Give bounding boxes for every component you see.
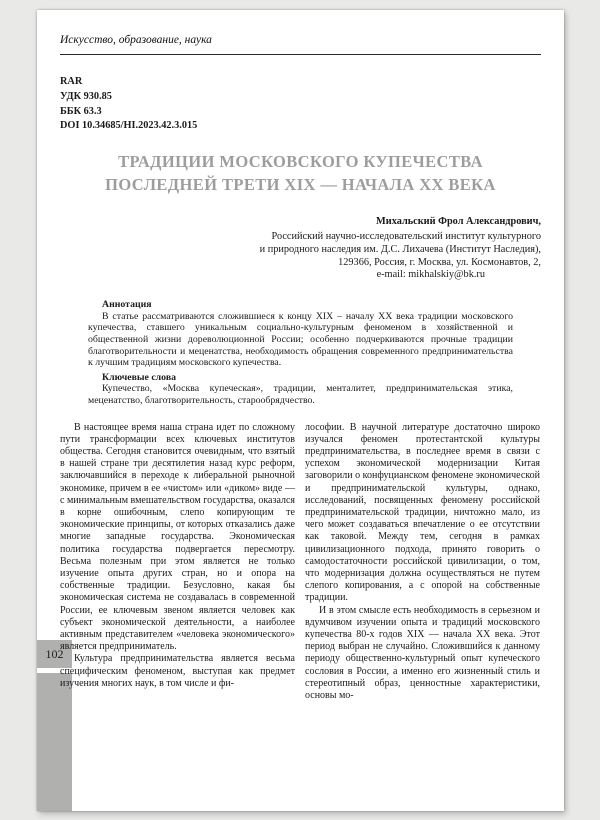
author-affiliation-line: и природного наследия им. Д.С. Лихачева (Институт Наследия), — [259, 243, 541, 255]
author-block — [60, 216, 541, 282]
article-page — [37, 10, 564, 811]
article-title — [60, 150, 541, 196]
journal-header: Искусство, образование, наука — [60, 34, 541, 55]
page-content — [60, 34, 541, 702]
paragraph: В настоящее время наша страна идет по сложному пути трансформации всех ключевых институтов общества. Сегодня становится очевидным, что взятый в нашей стране три десятилетия назад курс реформ, заключавшийся в переходе к либеральной рыночной экономике, причем в ее «чистом» или «диком» виде — с минимальным вмешательством государства, оказался в корне ошибочным, слепо копирующим те экономические принципы, от которых отказались даже многие западные государства. Экономическая политика государства подвергается пересмотру. Весьма полезным при этом является не только изучение опыта других стран, но и опора на собственные традиции. Безусловно, какая бы экономическая система не создавалась в современной России, ее ключевым звеном является человек как субъект экономической деятельности, а наиболее активным представителем «человека экономического» является предприниматель. — [60, 421, 296, 653]
author-affiliation-line: Российский научно-исследовательский институт культурного — [271, 230, 541, 242]
abstract-heading: Аннотация — [102, 299, 152, 311]
meta-line-rar: RAR — [60, 76, 83, 87]
body-columns — [60, 422, 541, 703]
author-name: Михальский Фрол Александрович, — [376, 216, 541, 228]
article-meta — [60, 75, 541, 134]
body-left-column — [60, 422, 295, 703]
abstract-text: В статье рассматриваются сложившиеся к концу XIX – началу XX века традиции московского купечества, ставшего уникальным социально-культурным феноменом в хозяйственной и общественной жизни дореволюционной России; особенно подчеркиваются прочные традиции благотворительности и меценатства, необходимость обращения современного предпринимательства к лучшим традициям московского купечества. — [88, 310, 513, 369]
keywords-text: Купечество, «Москва купеческая», традиции, менталитет, предпринимательская этика, меценатство, благотворительность, старообрядчество. — [88, 383, 513, 406]
paragraph: Культура предпринимательства является весьма специфическим феноменом, выступая как предмет изучения многих наук, в том числе и фи- — [60, 653, 295, 689]
article-title-line1: ТРАДИЦИИ МОСКОВСКОГО КУПЕЧЕСТВА — [118, 152, 483, 172]
paragraph: И в этом смысле есть необходимость в серьезном и вдумчивом изучении опыта и традиций московского купечества 80-х годов XIX — начала XX века. Этот период выбран не случайно. Сложившийся к данному периоду общественно-культурный опыт купеческого сословия в России, а именно его жизненный стиль и стереотипный образ, ценностные характеристики, основы мо- — [305, 604, 540, 701]
body-right-column — [305, 422, 540, 703]
keywords-heading: Ключевые слова — [102, 371, 177, 383]
meta-line-udk: УДК 930.85 — [60, 90, 112, 102]
meta-line-doi: DOI 10.34685/HI.2023.42.3.015 — [60, 120, 198, 132]
author-affiliation-line: 129366, Россия, г. Москва, ул. Космонавтов, 2, — [338, 256, 541, 268]
abstract-block — [60, 299, 541, 406]
page-number: 102 — [45, 646, 64, 661]
paragraph: лософии. В научной литературе достаточно широко изучался феномен протестантской культуры предпринимательства, в последнее время в связи с успехом экономической модернизации Китая заговорили о конфуцианском феномене экономической и предпринимательской культуры, однако, исследований, посвященных феномену российской предпринимательской традиции, ничтожно мало, из чего может создаваться впечатление о ее отсутствии как таковой. Между тем, сегодня в рамках цивилизационного подхода, принято говорить о самодостаточности российской цивилизации, о том, что модернизация должна осуществляться не путем слепого копирования, а с опорой на собственные традиции. — [305, 421, 540, 604]
article-title-line2: ПОСЛЕДНЕЙ ТРЕТИ XIX — НАЧАЛА XX ВЕКА — [105, 175, 496, 195]
meta-line-bbk: ББК 63.3 — [60, 105, 102, 117]
author-email: e-mail: mikhalskiy@bk.ru — [376, 269, 485, 281]
